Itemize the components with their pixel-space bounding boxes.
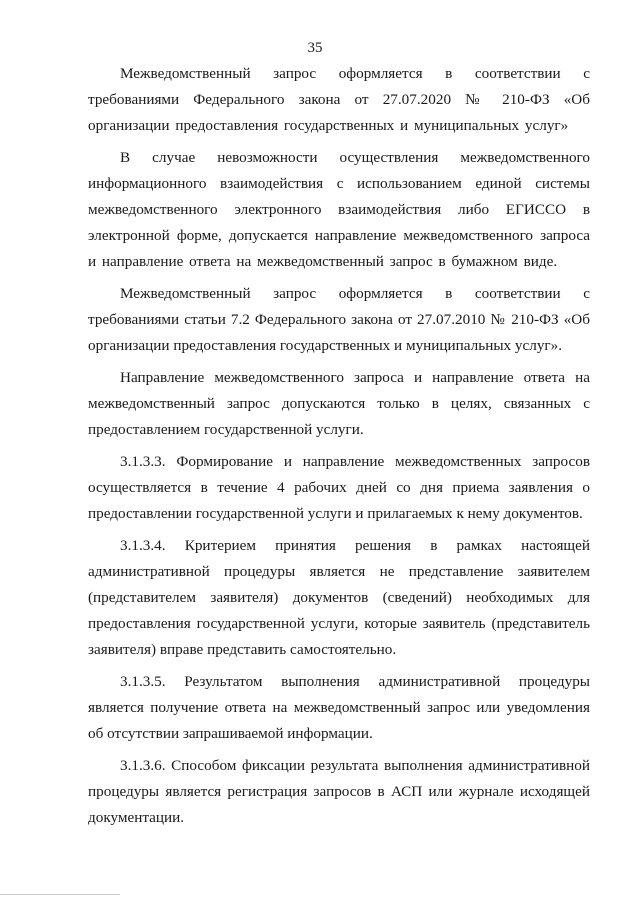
document-body (88, 61, 590, 837)
paragraph-3-1-3-5: 3.1.3.5. Результатом выполнения административной процедуры является получение ответа на межведомственный запрос или уведомления об отсутствии запрашиваемой информации. (88, 673, 590, 742)
page-number: 35 (307, 40, 323, 56)
paragraph-request-purpose: Направление межведомственного запроса и направление ответа на межведомственный запрос допускаются только в целях, связанных с предоставлением государственной услуги. (88, 369, 590, 438)
paragraph-article-7-2: Межведомственный запрос оформляется в соответствии с требованиями статьи 7.2 Федерального закона от 27.07.2010 № 210-ФЗ «Об организации предоставления государственных и муниципальных услуг». (88, 285, 590, 354)
paragraph-paper-form-request: В случае невозможности осуществления межведомственного информационного взаимодействия с использованием единой системы межведомственного электронного взаимодействия либо ЕГИССО в электронной форме, допускается направление межведомственного запроса и направление ответа на межведомственный запрос в бумажном виде. (88, 149, 590, 270)
scan-edge-line (0, 894, 120, 895)
paragraph-3-1-3-3: 3.1.3.3. Формирование и направление межведомственных запросов осуществляется в течение 4 рабочих дней со дня приема заявления о предоставлении государственной услуги и прилагаемых к нему документов. (88, 453, 590, 522)
paragraph-3-1-3-4: 3.1.3.4. Критерием принятия решения в рамках настоящей административной процедуры является не представление заявителем (представителем заявителя) документов (сведений) необходимых для предоставления государственной услуги, которые заявитель (представитель заявителя) вправе представить самостоятельно. (88, 537, 590, 658)
paragraph-3-1-3-6: 3.1.3.6. Способом фиксации результата выполнения административной процедуры является регистрация запросов в АСП или журнале исходящей документации. (88, 757, 590, 826)
paragraph-interagency-request-law: Межведомственный запрос оформляется в соответствии с требованиями Федерального закона от 27.07.2020 № 210-ФЗ «Об организации предоставления государственных и муниципальных услуг» (88, 65, 590, 134)
